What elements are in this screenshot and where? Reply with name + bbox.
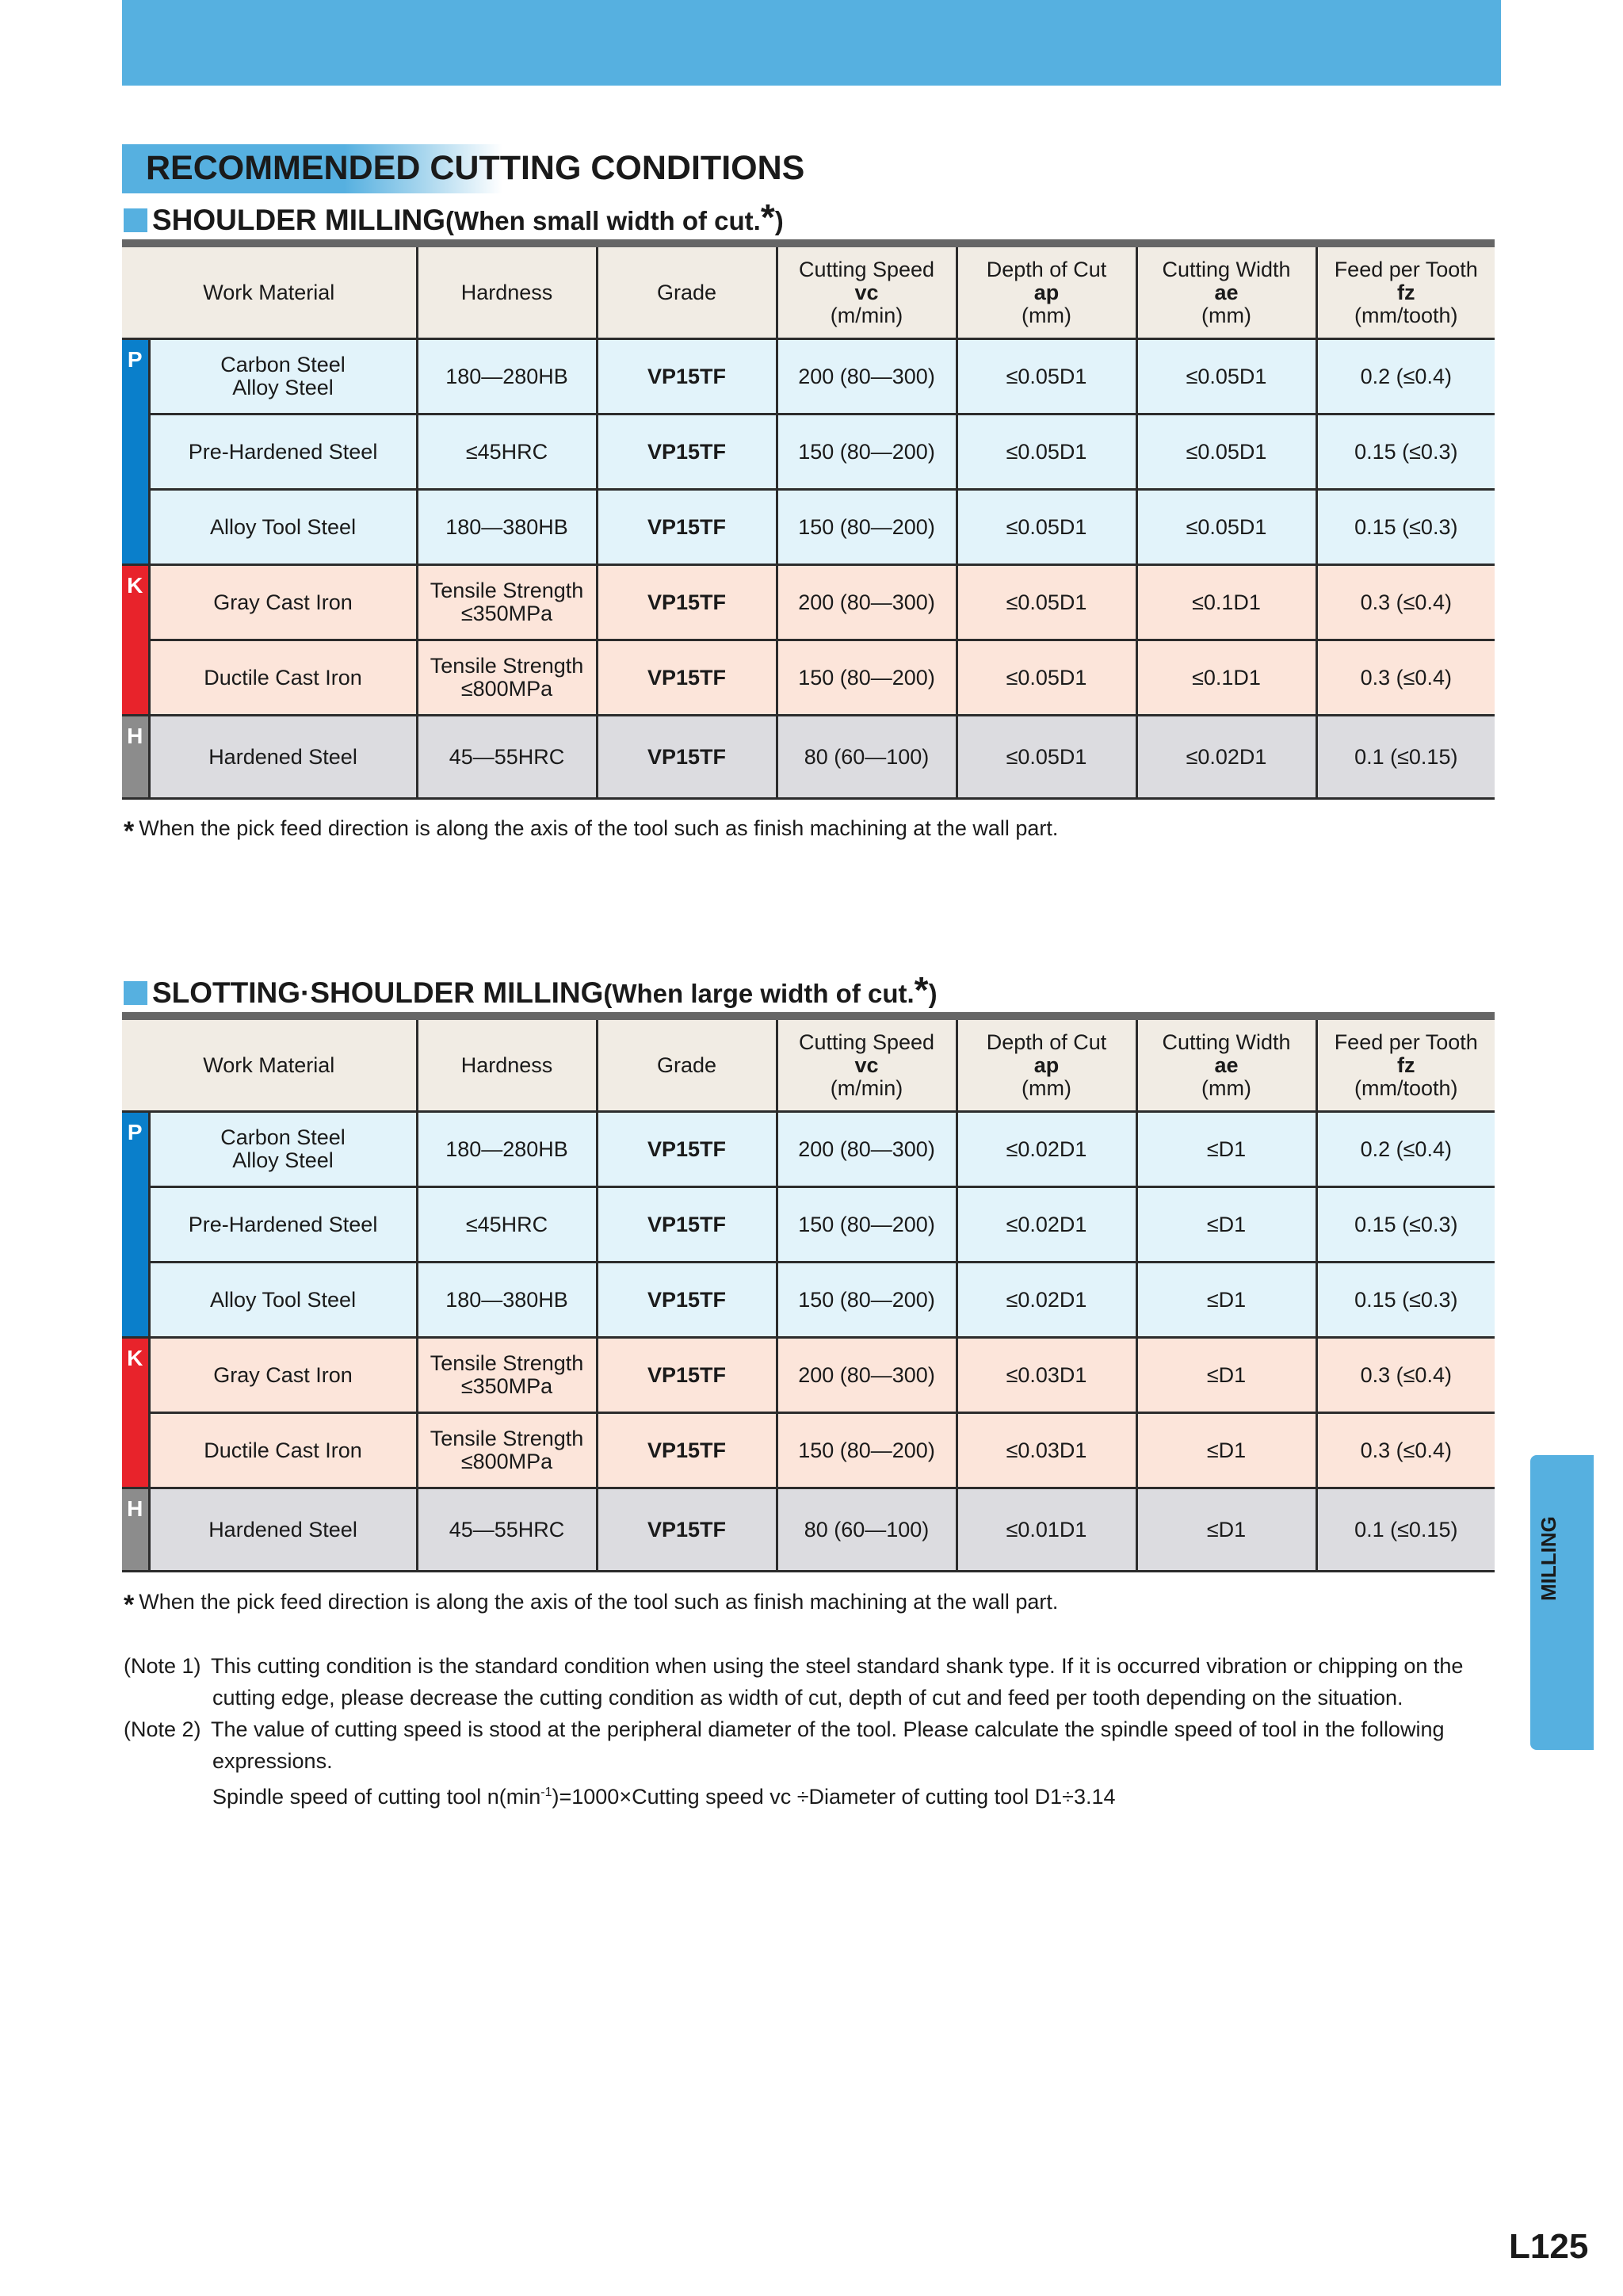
cell-fz: 0.1 (≤0.15) [1316, 716, 1495, 799]
cell-fz: 0.1 (≤0.15) [1316, 1488, 1495, 1572]
page-number: L125 [1509, 2227, 1589, 2266]
cell-ap: ≤0.03D1 [957, 1413, 1136, 1488]
cell-material: Gray Cast Iron [149, 565, 417, 640]
section-square-icon [124, 208, 147, 232]
cell-ae: ≤0.1D1 [1136, 565, 1316, 640]
milling-side-tab[interactable] [1530, 1455, 1594, 1750]
cell-grade: VP15TF [597, 640, 777, 716]
cell-vc: 200 (80—300) [777, 1338, 957, 1413]
cell-vc: 200 (80—300) [777, 565, 957, 640]
cell-ap: ≤0.03D1 [957, 1338, 1136, 1413]
section-title-star: * [914, 969, 929, 1010]
table-row [122, 1112, 1495, 1187]
cell-vc: 150 (80—200) [777, 490, 957, 565]
spindle-speed-formula: Spindle speed of cutting tool $n(\min^{-1})=1000\times Cutting$ speed vc ÷Diameter of cutting tool D1÷3.14 [212, 1785, 1116, 1809]
cell-hardness: Tensile Strength ≤350MPa [417, 1338, 597, 1413]
cell-hardness: 180—280HB [417, 339, 597, 415]
notes-block [124, 1650, 1499, 1813]
cell-ap: ≤0.05D1 [957, 339, 1136, 415]
cell-ap: ≤0.02D1 [957, 1263, 1136, 1338]
table-row [122, 1338, 1495, 1413]
cell-grade: VP15TF [597, 1338, 777, 1413]
cell-grade: VP15TF [597, 716, 777, 799]
cell-grade: VP15TF [597, 1112, 777, 1187]
material-group-k: K [122, 565, 149, 716]
cell-fz: 0.3 (≤0.4) [1316, 565, 1495, 640]
cell-fz: 0.15 (≤0.3) [1316, 490, 1495, 565]
cell-ae: ≤D1 [1136, 1112, 1316, 1187]
note-text-continued: cutting edge, please decrease the cutting condition as width of cut, depth of cut and feed per tooth depending on the situation. [212, 1686, 1403, 1710]
cell-grade: VP15TF [597, 565, 777, 640]
cell-hardness: 180—380HB [417, 490, 597, 565]
cutting-conditions-table-shoulder-milling [122, 239, 1495, 800]
table-row [122, 1263, 1495, 1338]
note-text: The value of cutting speed is stood at the peripheral diameter of the tool. Please calculate the spindle speed of tool in the following [211, 1717, 1445, 1741]
cell-ap: ≤0.02D1 [957, 1187, 1136, 1263]
footnote-text: When the pick feed direction is along the axis of the tool such as finish machining at the wall part. [139, 1590, 1059, 1614]
table-row [122, 1413, 1495, 1488]
cell-material: Hardened Steel [149, 716, 417, 799]
note-text-continued: expressions. [212, 1749, 333, 1773]
material-group-h: H [122, 1488, 149, 1572]
footnote-star: * [124, 816, 135, 846]
cell-material: Carbon Steel Alloy Steel [149, 339, 417, 415]
note-2 [124, 1713, 1499, 1777]
cell-ae: ≤0.1D1 [1136, 640, 1316, 716]
note-text: This cutting condition is the standard condition when using the steel standard shank type. If it is occurred vibration or chipping on the [211, 1654, 1464, 1678]
cell-ap: ≤0.05D1 [957, 490, 1136, 565]
note-label: (Note 2) [124, 1717, 201, 1741]
cell-hardness: 180—380HB [417, 1263, 597, 1338]
section-heading-slotting-shoulder-milling [124, 968, 938, 1011]
cell-vc: 200 (80—300) [777, 1112, 957, 1187]
header-cutting-speed: Cutting Speed vc (m/min) [777, 1016, 957, 1112]
header-grade: Grade [597, 243, 777, 339]
material-group-p: P [122, 1112, 149, 1338]
header-feed-per-tooth: Feed per Tooth fz (mm/tooth) [1316, 243, 1495, 339]
cell-vc: 150 (80—200) [777, 1413, 957, 1488]
cell-ae: ≤0.05D1 [1136, 415, 1316, 490]
cell-ap: ≤0.01D1 [957, 1488, 1136, 1572]
cell-hardness: 45—55HRC [417, 1488, 597, 1572]
footnote-slotting [124, 1590, 1058, 1621]
cell-material: Pre-Hardened Steel [149, 415, 417, 490]
cell-material: Alloy Tool Steel [149, 490, 417, 565]
cell-vc: 150 (80—200) [777, 1187, 957, 1263]
cell-material: Ductile Cast Iron [149, 1413, 417, 1488]
table-row [122, 490, 1495, 565]
cell-hardness: Tensile Strength ≤800MPa [417, 640, 597, 716]
note-1 [124, 1650, 1499, 1713]
table-header-row [122, 243, 1495, 339]
page-title: RECOMMENDED CUTTING CONDITIONS [146, 149, 805, 187]
section-heading-shoulder-milling [124, 196, 784, 239]
table-row [122, 1488, 1495, 1572]
cell-fz: 0.2 (≤0.4) [1316, 1112, 1495, 1187]
header-hardness: Hardness [417, 1016, 597, 1112]
section-title-close: ) [774, 206, 784, 235]
cell-hardness: Tensile Strength ≤350MPa [417, 565, 597, 640]
section-square-icon [124, 981, 147, 1005]
table-row [122, 640, 1495, 716]
cutting-conditions-table-slotting [122, 1012, 1495, 1572]
cell-hardness: Tensile Strength ≤800MPa [417, 1413, 597, 1488]
cell-ae: ≤0.02D1 [1136, 716, 1316, 799]
cell-grade: VP15TF [597, 1263, 777, 1338]
header-cutting-width: Cutting Width ae (mm) [1136, 1016, 1316, 1112]
cell-vc: 80 (60—100) [777, 716, 957, 799]
cell-ae: ≤D1 [1136, 1338, 1316, 1413]
top-color-bar [122, 0, 1501, 86]
cell-material: Gray Cast Iron [149, 1338, 417, 1413]
material-group-k: K [122, 1338, 149, 1488]
cell-grade: VP15TF [597, 1187, 777, 1263]
cell-grade: VP15TF [597, 339, 777, 415]
section-title-sub: (When large width of cut. [603, 979, 915, 1008]
cell-fz: 0.15 (≤0.3) [1316, 415, 1495, 490]
section-title-close: ) [928, 979, 938, 1008]
cell-material: Ductile Cast Iron [149, 640, 417, 716]
cell-ap: ≤0.05D1 [957, 640, 1136, 716]
footnote-shoulder-milling [124, 816, 1058, 847]
material-group-h: H [122, 716, 149, 799]
material-group-p: P [122, 339, 149, 565]
cell-hardness: 180—280HB [417, 1112, 597, 1187]
header-feed-per-tooth: Feed per Tooth fz (mm/tooth) [1316, 1016, 1495, 1112]
cell-fz: 0.3 (≤0.4) [1316, 1413, 1495, 1488]
note-label: (Note 1) [124, 1654, 201, 1678]
cell-vc: 150 (80—200) [777, 1263, 957, 1338]
cell-ae: ≤D1 [1136, 1413, 1316, 1488]
cell-fz: 0.15 (≤0.3) [1316, 1187, 1495, 1263]
section-title-star: * [760, 197, 775, 238]
table-row [122, 1187, 1495, 1263]
table-row [122, 565, 1495, 640]
cell-grade: VP15TF [597, 1413, 777, 1488]
table-header-row [122, 1016, 1495, 1112]
cell-ap: ≤0.05D1 [957, 565, 1136, 640]
cell-ap: ≤0.05D1 [957, 716, 1136, 799]
cell-fz: 0.15 (≤0.3) [1316, 1263, 1495, 1338]
footnote-text: When the pick feed direction is along the axis of the tool such as finish machining at the wall part. [139, 816, 1059, 840]
cell-material: Carbon Steel Alloy Steel [149, 1112, 417, 1187]
cell-material: Alloy Tool Steel [149, 1263, 417, 1338]
header-depth-of-cut: Depth of Cut ap (mm) [957, 243, 1136, 339]
section-title-main: SLOTTING·SHOULDER MILLING [152, 976, 604, 1009]
cell-hardness: ≤45HRC [417, 415, 597, 490]
header-work-material: Work Material [122, 1016, 417, 1112]
page-title-banner [122, 144, 804, 193]
table-row [122, 415, 1495, 490]
cell-vc: 200 (80—300) [777, 339, 957, 415]
cell-material: Hardened Steel [149, 1488, 417, 1572]
header-depth-of-cut: Depth of Cut ap (mm) [957, 1016, 1136, 1112]
cell-grade: VP15TF [597, 415, 777, 490]
section-title-main: SHOULDER MILLING [152, 204, 445, 236]
cell-vc: 80 (60—100) [777, 1488, 957, 1572]
table-row [122, 339, 1495, 415]
cell-hardness: 45—55HRC [417, 716, 597, 799]
cell-fz: 0.2 (≤0.4) [1316, 339, 1495, 415]
table-row [122, 716, 1495, 799]
cell-ae: ≤D1 [1136, 1488, 1316, 1572]
footnote-star: * [124, 1590, 135, 1620]
cell-grade: VP15TF [597, 1488, 777, 1572]
cell-grade: VP15TF [597, 490, 777, 565]
cell-ae: ≤D1 [1136, 1263, 1316, 1338]
cell-ap: ≤0.02D1 [957, 1112, 1136, 1187]
cell-ae: ≤0.05D1 [1136, 490, 1316, 565]
cell-ae: ≤0.05D1 [1136, 339, 1316, 415]
header-cutting-speed: Cutting Speed vc (m/min) [777, 243, 957, 339]
header-cutting-width: Cutting Width ae (mm) [1136, 243, 1316, 339]
header-work-material: Work Material [122, 243, 417, 339]
cell-vc: 150 (80—200) [777, 415, 957, 490]
cell-vc: 150 (80—200) [777, 640, 957, 716]
cell-ap: ≤0.05D1 [957, 415, 1136, 490]
cell-ae: ≤D1 [1136, 1187, 1316, 1263]
header-hardness: Hardness [417, 243, 597, 339]
cell-material: Pre-Hardened Steel [149, 1187, 417, 1263]
header-grade: Grade [597, 1016, 777, 1112]
side-tab-label: MILLING [1537, 1516, 1560, 1601]
cell-hardness: ≤45HRC [417, 1187, 597, 1263]
cell-fz: 0.3 (≤0.4) [1316, 1338, 1495, 1413]
cell-fz: 0.3 (≤0.4) [1316, 640, 1495, 716]
section-title-sub: (When small width of cut. [445, 206, 761, 235]
